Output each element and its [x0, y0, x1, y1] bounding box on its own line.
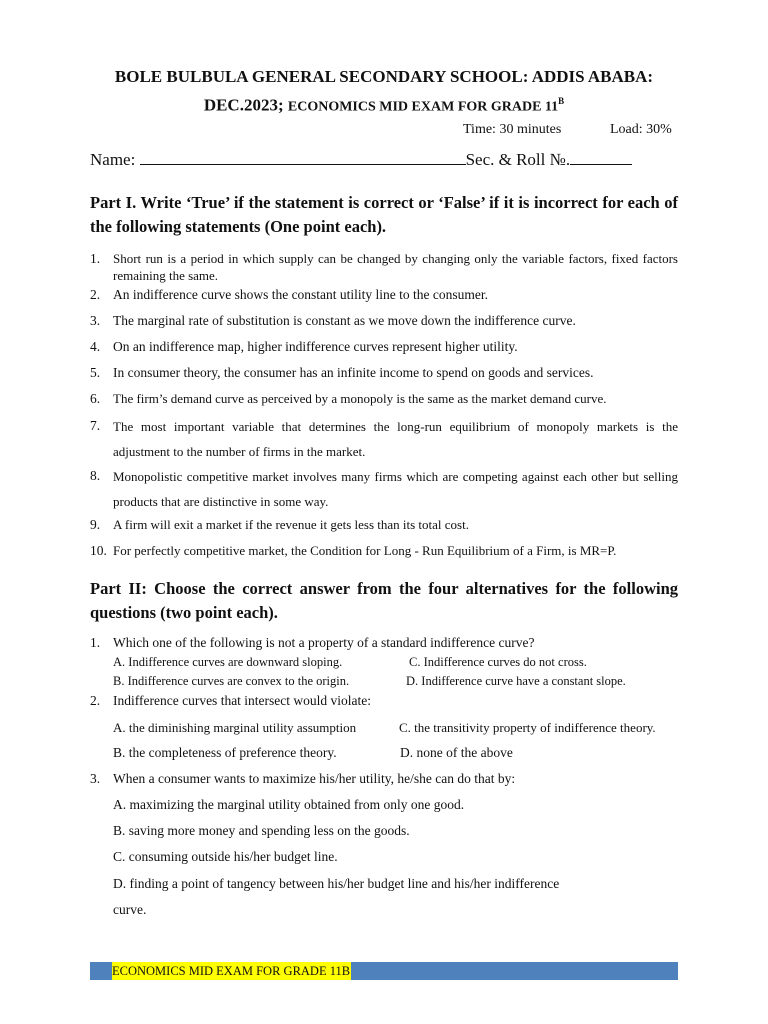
footer-bar [90, 962, 678, 980]
name-line [90, 150, 632, 170]
item-number: 4. [90, 339, 101, 354]
option-d[interactable]: D. none of the above [400, 745, 513, 760]
item-text: On an indifference map, higher indifference curves represent higher utility. [113, 339, 518, 354]
question-number: 1. [90, 635, 101, 650]
item-number: 10. [90, 543, 107, 558]
item-text: The firm’s demand curve as perceived by a monopoly is the same as the market demand curve. [113, 391, 607, 406]
item-text: Monopolistic competitive market involves many firms which are competing against each other but selling products that are distinctive in some way. [113, 469, 678, 509]
option-b[interactable]: B. Indifference curves are convex to the origin. [113, 674, 350, 688]
item-text: Short run is a period in which supply can be changed by changing only the variable factors, fixed factors remaining the same. [113, 251, 678, 283]
option-c[interactable]: C. the transitivity property of indifference theory. [399, 720, 656, 735]
exam-load: Load: 30% [610, 122, 672, 137]
part2-heading: Part II: Choose the correct answer from the four alternatives for the following questions (two point each). [90, 579, 678, 622]
option-a[interactable]: A. Indifference curves are downward sloping. [113, 655, 343, 669]
item-text: An indifference curve shows the constant utility line to the consumer. [113, 287, 489, 302]
option-b[interactable]: B. saving more money and spending less on the goods. [113, 823, 410, 838]
item-number: 8. [90, 468, 101, 483]
question-number: 3. [90, 771, 101, 786]
item-text: The most important variable that determines the long-run equilibrium of monopoly markets is the adjustment to the number of firms in the market. [113, 419, 678, 459]
option-c[interactable]: C. consuming outside his/her budget line. [113, 849, 338, 864]
option-a[interactable]: A. maximizing the marginal utility obtained from only one good. [113, 797, 465, 812]
item-text: In consumer theory, the consumer has an infinite income to spend on goods and services. [113, 365, 594, 380]
item-number: 5. [90, 365, 101, 380]
exam-title-line [60, 89, 708, 120]
school-line: BOLE BULBULA GENERAL SECONDARY SCHOOL: ADDIS ABABA: [114, 67, 654, 86]
name-label: Name: [90, 150, 136, 169]
item-text: For perfectly competitive market, the Condition for Long - Run Equilibrium of a Firm, is MR=P. [113, 543, 617, 558]
grade-section: B [558, 96, 565, 106]
item-text: The marginal rate of substitution is constant as we move down the indifference curve. [113, 313, 576, 328]
option-c[interactable]: C. Indifference curves do not cross. [409, 655, 587, 669]
name-blank[interactable] [140, 150, 466, 165]
part1-heading: Part I. Write ‘True’ if the statement is correct or ‘False’ if it is incorrect for each of the following statements (One point each). [90, 193, 678, 236]
exam-date: DEC.2023; [203, 95, 284, 115]
school-title [60, 64, 708, 120]
item-text: A firm will exit a market if the revenue it gets less than its total cost. [113, 517, 469, 532]
option-d[interactable]: D. Indifference curve have a constant slope. [406, 674, 626, 688]
item-number: 3. [90, 313, 101, 328]
question-text: Which one of the following is not a property of a standard indifference curve? [113, 635, 535, 650]
question-number: 2. [90, 693, 101, 708]
sec-roll-label: Sec. & Roll №. [465, 150, 571, 169]
option-b[interactable]: B. the completeness of preference theory. [113, 745, 337, 760]
question-text: Indifference curves that intersect would violate: [113, 693, 372, 708]
option-d[interactable]: D. finding a point of tangency between his/her budget line and his/her indifference [113, 876, 560, 891]
item-number: 6. [90, 391, 101, 406]
footer-text: ECONOMICS MID EXAM FOR GRADE 11B [112, 964, 351, 978]
item-number: 7. [90, 418, 101, 433]
exam-time: Time: 30 minutes [463, 122, 562, 137]
option-a[interactable]: A. the diminishing marginal utility assumption [113, 720, 357, 735]
item-number: 1. [90, 251, 101, 266]
question-text: When a consumer wants to maximize his/her utility, he/she can do that by: [113, 771, 516, 786]
sec-roll-blank[interactable] [570, 150, 632, 165]
item-number: 2. [90, 287, 101, 302]
exam-title: ECONOMICS MID EXAM FOR GRADE 11 [287, 99, 559, 115]
option-d-continuation: curve. [113, 902, 147, 917]
item-number: 9. [90, 517, 101, 532]
